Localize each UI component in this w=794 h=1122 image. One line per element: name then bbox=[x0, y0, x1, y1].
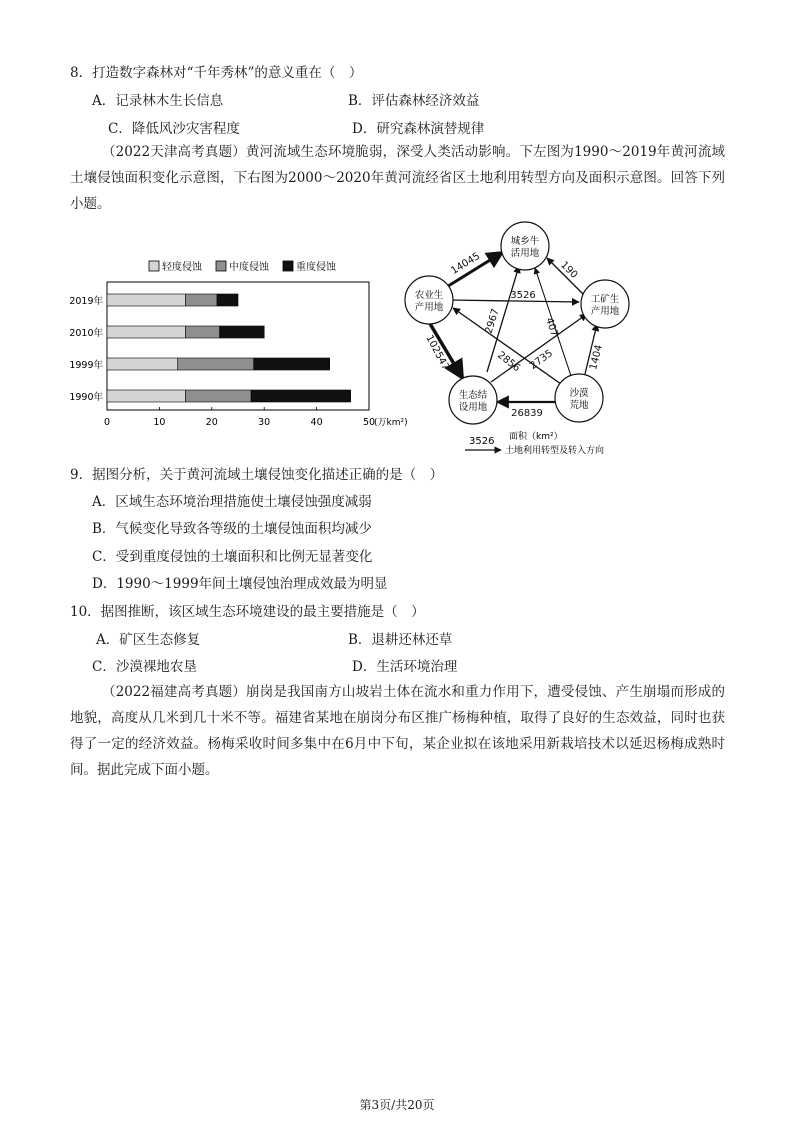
q8-stem: 8．打造数字森林对“千年秀林”的意义重在（ ） bbox=[70, 65, 363, 81]
legend-label-light: 轻度侵蚀 bbox=[162, 262, 202, 273]
node-agri bbox=[405, 276, 453, 324]
q10-option-b: B．退耕还林还草 bbox=[348, 632, 453, 648]
passage-intro-fujian: （2022福建高考真题）崩岗是我国南方山坡岩土体在流水和重力作用下，遭受侵蚀、产生崩塌而形成的地貌，高度从几米到几十米不等。福建省某地在崩岗分布区推广杨梅种植，取得了良好的生态效益，同时也获得了一定的经济效益。杨梅采收时间多集中在6月中下旬，某企业拟在该地采用新栽培技术以延迟杨梅成熟时间。据此完成下面小题。 bbox=[70, 684, 725, 778]
legend-sample-value: 3526 bbox=[469, 436, 495, 447]
svg-text:产用地: 产用地 bbox=[414, 302, 444, 313]
land-use-transition-diagram bbox=[405, 222, 645, 458]
y-tick-label: 1990年 bbox=[69, 392, 103, 403]
bar-1999年-moderate bbox=[178, 358, 254, 370]
svg-text:生态结: 生态结 bbox=[458, 390, 488, 401]
edge-label-eco-urban: 2967 bbox=[483, 307, 502, 336]
q10-option-c: C．沙漠裸地农垦 bbox=[92, 659, 197, 675]
x-tick-label: 50 bbox=[362, 417, 376, 428]
edge-label-desert-agri: 2856 bbox=[495, 349, 522, 375]
q9-option-d: D．1990～1999年间土壤侵蚀治理成效最为明显 bbox=[92, 576, 388, 592]
x-tick-label: 30 bbox=[258, 417, 271, 428]
bar-1990年-light bbox=[107, 390, 186, 402]
legend-label-severe: 重度侵蚀 bbox=[296, 262, 336, 273]
q8-option-a: A．记录林木生长信息 bbox=[92, 93, 224, 109]
bar-2010年-moderate bbox=[186, 326, 220, 338]
bar-2019年-severe bbox=[217, 294, 238, 306]
q10-stem: 10．据图推断，该区域生态环境建设的最主要措施是（ ） bbox=[70, 604, 425, 620]
x-axis-unit: (万km²) bbox=[374, 418, 408, 428]
legend-label-moderate: 中度侵蚀 bbox=[229, 262, 269, 273]
passage-intro-tianjin: （2022天津高考真题）黄河流域生态环境脆弱，深受人类活动影响。下左图为1990～2019年黄河流域土壤侵蚀面积变化示意图，下右图为2000～2020年黄河流经省区土地利用转型方向及面积示意图。回答下列小题。 bbox=[70, 144, 725, 212]
edge-label-industrial-urban: 190 bbox=[558, 259, 580, 281]
q9-stem: 9．据图分析，关于黄河流域土壤侵蚀变化描述正确的是（ ） bbox=[70, 467, 444, 483]
soil-erosion-bar-chart bbox=[60, 250, 408, 440]
bar-2010年-light bbox=[107, 326, 186, 338]
x-tick-label: 10 bbox=[153, 417, 166, 428]
edge-label-desert-urban: 407 bbox=[543, 316, 560, 339]
q8-option-b: B．评估森林经济效益 bbox=[348, 93, 480, 109]
x-tick-label: 0 bbox=[103, 417, 111, 428]
y-tick-label: 1999年 bbox=[69, 360, 103, 371]
legend-swatch-light bbox=[149, 261, 159, 271]
edge-label-agri-industrial: 3526 bbox=[510, 290, 536, 301]
diagram-legend bbox=[465, 430, 604, 456]
bar-1990年-moderate bbox=[186, 390, 252, 402]
legend-unit: 面积（km²） bbox=[509, 432, 563, 442]
bar-2019年-moderate bbox=[186, 294, 217, 306]
node-industrial bbox=[581, 280, 629, 328]
svg-text:产用地: 产用地 bbox=[590, 306, 620, 317]
q9-option-c: C．受到重度侵蚀的土壤面积和比例无显著变化 bbox=[92, 549, 373, 565]
y-tick-label: 2019年 bbox=[69, 296, 103, 307]
svg-text:农业生: 农业生 bbox=[414, 290, 444, 301]
edge-label-agri-eco: 102547 bbox=[423, 333, 452, 373]
svg-text:设用地: 设用地 bbox=[458, 402, 488, 413]
page-footer: 第3页/共20页 bbox=[359, 1098, 435, 1112]
svg-text:沙漠: 沙漠 bbox=[569, 388, 589, 399]
legend-swatch-severe bbox=[283, 261, 293, 271]
svg-text:活用地: 活用地 bbox=[510, 248, 540, 259]
q8-option-c: C．降低风沙灾害程度 bbox=[108, 121, 240, 137]
svg-text:城乡牛: 城乡牛 bbox=[510, 236, 540, 247]
x-tick-label: 40 bbox=[310, 417, 323, 428]
edge-label-desert-industrial: 1404 bbox=[588, 343, 605, 372]
svg-text:荒地: 荒地 bbox=[569, 400, 589, 411]
bar-1990年-severe bbox=[251, 390, 351, 402]
bar-1999年-light bbox=[107, 358, 178, 370]
edge-label-agri-urban: 14045 bbox=[449, 250, 483, 277]
q10-option-d: D．生活环境治理 bbox=[352, 659, 458, 675]
svg-text:工矿生: 工矿生 bbox=[590, 294, 620, 305]
node-urban bbox=[501, 222, 549, 270]
bar-2010年-severe bbox=[220, 326, 265, 338]
legend-swatch-moderate bbox=[216, 261, 226, 271]
q9-option-a: A．区域生态环境治理措施使土壤侵蚀强度减弱 bbox=[92, 494, 372, 510]
node-eco bbox=[449, 376, 497, 424]
q9-option-b: B．气候变化导致各等级的土壤侵蚀面积均减少 bbox=[92, 521, 372, 537]
q10-option-a: A．矿区生态修复 bbox=[96, 632, 201, 648]
x-tick-label: 20 bbox=[205, 417, 218, 428]
edge-label-eco-industrial: 2735 bbox=[528, 348, 556, 372]
edge-label-desert-eco: 26839 bbox=[511, 408, 543, 419]
bar-2019年-light bbox=[107, 294, 186, 306]
edge-eco-industrial bbox=[491, 314, 587, 382]
q8-option-d: D．研究森林演替规律 bbox=[352, 121, 485, 137]
y-tick-label: 2010年 bbox=[69, 328, 103, 339]
chart-legend bbox=[149, 260, 337, 273]
legend-label: 土地利用转型及转入方向 bbox=[505, 446, 605, 456]
node-desert bbox=[555, 374, 603, 422]
bar-1999年-severe bbox=[254, 358, 330, 370]
